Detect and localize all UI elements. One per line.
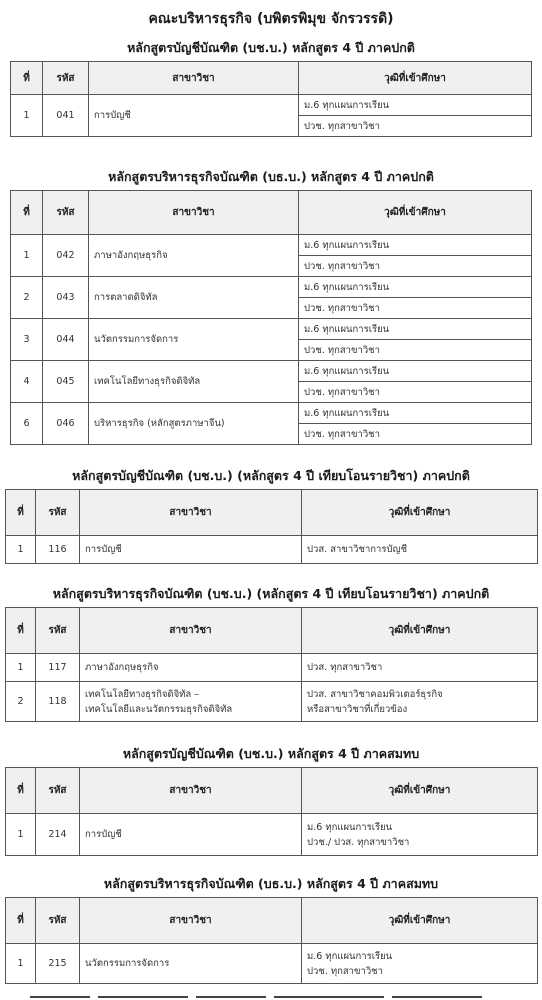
row-code: 044 [43,319,89,361]
section-title: หลักสูตรบัญชีบัณฑิต (บช.บ.) (หลักสูตร 4 ปี เทียบโอนรายวิชา) ภาคปกติ [72,468,470,483]
row-qualification: ม.6 ทุกแผนการเรียน [299,403,532,424]
row-qualification: ม.6 ทุกแผนการเรียน [299,277,532,298]
row-qualification: ปวส. ทุกสาขาวิชา [302,654,538,682]
cropped-text-line [0,990,542,1000]
col-header-code: รหัส [36,898,80,944]
table-row [11,235,532,256]
row-qualification-line: หรือสาขาวิชาที่เกี่ยวข้อง [307,703,408,715]
row-no: 1 [6,944,36,984]
row-code: 042 [43,235,89,277]
row-qualification: ปวช. ทุกสาขาวิชา [299,256,532,277]
col-header-qualification: วุฒิที่เข้าศึกษา [302,490,538,536]
row-qualification [302,814,538,856]
row-major: การบัญชี [80,536,302,564]
row-code: 116 [36,536,80,564]
row-no: 1 [11,235,43,277]
col-header-major: สาขาวิชา [89,62,299,95]
row-code: 215 [36,944,80,984]
row-qualification: ม.6 ทุกแผนการเรียน [299,95,532,116]
row-qualification [302,944,538,984]
row-no: 3 [11,319,43,361]
col-header-no: ที่ [11,191,43,235]
row-qualification: ปวส. สาขาวิชาการบัญชี [302,536,538,564]
row-major: การบัญชี [89,95,299,137]
table-row [11,361,532,382]
row-major: ภาษาอังกฤษธุรกิจ [89,235,299,277]
row-qualification: ปวช. ทุกสาขาวิชา [299,424,532,445]
row-code: 214 [36,814,80,856]
table-row [11,319,532,340]
row-no: 1 [11,95,43,137]
row-code: 043 [43,277,89,319]
section-title: หลักสูตรบริหารธุรกิจบัณฑิต (บธ.บ.) หลักสูตร 4 ปี ภาคสมทบ [103,876,439,891]
row-qualification: ปวช. ทุกสาขาวิชา [299,382,532,403]
row-no: 4 [11,361,43,403]
section-title: หลักสูตรบริหารธุรกิจบัณฑิต (บช.บ.) (หลักสูตร 4 ปี เทียบโอนรายวิชา) ภาคปกติ [52,586,490,601]
row-qualification-line: ม.6 ทุกแผนการเรียน [307,950,393,962]
col-header-no: ที่ [11,62,43,95]
program-table [10,61,532,137]
table-row [11,403,532,424]
row-no: 1 [6,536,36,564]
row-code: 117 [36,654,80,682]
col-header-no: ที่ [6,608,36,654]
col-header-major: สาขาวิชา [80,608,302,654]
row-qualification: ปวช. ทุกสาขาวิชา [299,340,532,361]
row-code: 118 [36,682,80,722]
page-title: คณะบริหารธุรกิจ (บพิตรพิมุข จักรวรรดิ) [148,11,394,27]
row-code: 046 [43,403,89,445]
row-qualification-line: ปวส. สาขาวิชาคอมพิวเตอร์ธุรกิจ [307,688,443,700]
row-major: นวัตกรรมการจัดการ [80,944,302,984]
table-row [6,814,538,856]
row-major: เทคโนโลยีทางธุรกิจดิจิทัล [89,361,299,403]
row-no: 1 [6,814,36,856]
row-code: 041 [43,95,89,137]
col-header-no: ที่ [6,768,36,814]
program-table [10,190,532,445]
row-no: 2 [6,682,36,722]
col-header-code: รหัส [43,62,89,95]
row-qualification-line: ปวช./ ปวส. ทุกสาขาวิชา [307,836,410,848]
row-major-line: เทคโนโลยีและนวัตกรรมธุรกิจดิจิทัล [85,703,233,715]
col-header-qualification: วุฒิที่เข้าศึกษา [299,191,532,235]
row-major: ภาษาอังกฤษธุรกิจ [80,654,302,682]
col-header-no: ที่ [6,898,36,944]
row-major: การตลาดดิจิทัล [89,277,299,319]
program-table [5,767,538,856]
section-title: หลักสูตรบัญชีบัณฑิต (บช.บ.) หลักสูตร 4 ปี ภาคสมทบ [122,746,420,761]
row-major: บริหารธุรกิจ (หลักสูตรภาษาจีน) [89,403,299,445]
section-title: หลักสูตรบริหารธุรกิจบัณฑิต (บธ.บ.) หลักสูตร 4 ปี ภาคปกติ [108,169,434,184]
row-qualification: ม.6 ทุกแผนการเรียน [299,361,532,382]
row-major: นวัตกรรมการจัดการ [89,319,299,361]
col-header-major: สาขาวิชา [89,191,299,235]
table-row [6,536,538,564]
row-qualification: ปวช. ทุกสาขาวิชา [299,298,532,319]
col-header-qualification: วุฒิที่เข้าศึกษา [302,608,538,654]
table-row [6,682,538,722]
row-qualification: ม.6 ทุกแผนการเรียน [299,319,532,340]
col-header-major: สาขาวิชา [80,490,302,536]
row-qualification-line: ปวช. ทุกสาขาวิชา [307,965,383,977]
row-qualification [302,682,538,722]
table-row [11,277,532,298]
program-table [5,489,538,564]
row-no: 2 [11,277,43,319]
col-header-code: รหัส [36,768,80,814]
row-code: 045 [43,361,89,403]
col-header-code: รหัส [36,490,80,536]
table-row [6,654,538,682]
col-header-major: สาขาวิชา [80,898,302,944]
row-no: 6 [11,403,43,445]
table-row [11,95,532,116]
program-table [5,897,538,984]
col-header-major: สาขาวิชา [80,768,302,814]
section-title: หลักสูตรบัญชีบัณฑิต (บช.บ.) หลักสูตร 4 ปี ภาคปกติ [127,40,415,55]
table-row [6,944,538,984]
col-header-code: รหัส [43,191,89,235]
col-header-qualification: วุฒิที่เข้าศึกษา [302,898,538,944]
col-header-qualification: วุฒิที่เข้าศึกษา [299,62,532,95]
row-qualification-line: ม.6 ทุกแผนการเรียน [307,821,393,833]
row-major: การบัญชี [80,814,302,856]
row-major-line: เทคโนโลยีทางธุรกิจดิจิทัล – [85,688,199,700]
col-header-qualification: วุฒิที่เข้าศึกษา [302,768,538,814]
col-header-code: รหัส [36,608,80,654]
col-header-no: ที่ [6,490,36,536]
program-table [5,607,538,722]
row-major [80,682,302,722]
row-qualification: ปวช. ทุกสาขาวิชา [299,116,532,137]
row-no: 1 [6,654,36,682]
row-qualification: ม.6 ทุกแผนการเรียน [299,235,532,256]
